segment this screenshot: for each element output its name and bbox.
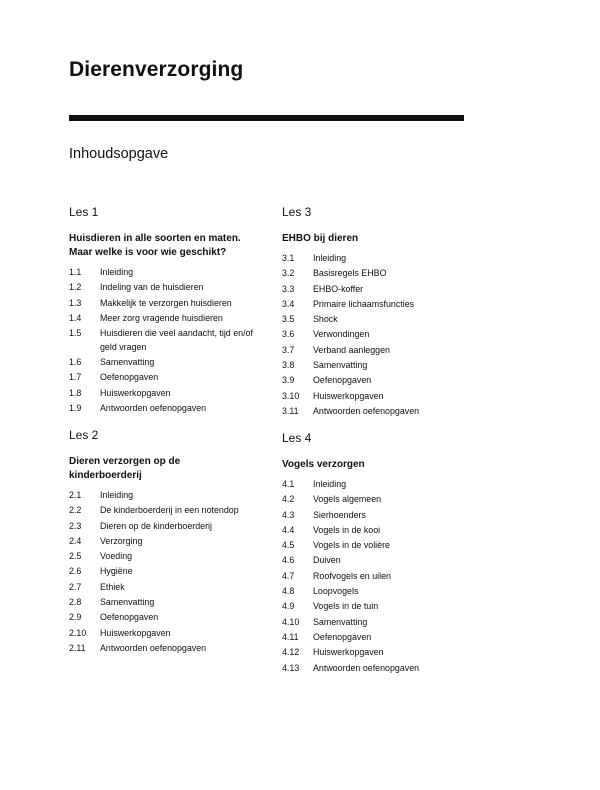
toc-item-number: 1.5	[69, 328, 82, 339]
toc-item-label: Voeding	[100, 551, 133, 562]
toc-item-label: Antwoorden oefenopgaven	[313, 405, 420, 416]
toc-item-label: Inleiding	[313, 479, 347, 489]
toc-item-number: 4.3	[282, 509, 295, 520]
toc-item-number: 3.2	[282, 268, 295, 279]
toc-item-number: 2.10	[69, 627, 87, 638]
lesson-item-list	[69, 265, 269, 416]
toc-item-label: Loopvogels	[313, 586, 359, 597]
toc-item-label: Inleiding	[100, 490, 134, 500]
title-divider	[69, 115, 464, 121]
toc-item-label: Indeling van de huisdieren	[100, 282, 204, 293]
toc-item	[282, 630, 482, 645]
toc-item	[69, 519, 269, 534]
toc-item-label: Huiswerkopgaven	[313, 647, 384, 658]
toc-item-label: Vogels in de volière	[313, 540, 390, 551]
toc-item-number: 3.1	[282, 253, 295, 263]
toc-item	[69, 370, 269, 385]
lesson-4-section	[282, 431, 482, 676]
toc-item	[282, 538, 482, 553]
toc-item-label: Sierhoenders	[313, 509, 366, 520]
toc-item-label: Oefenopgaven	[313, 375, 372, 386]
toc-item	[69, 626, 269, 641]
toc-item-number: 2.9	[69, 612, 82, 623]
toc-item	[69, 401, 269, 416]
toc-item	[282, 584, 482, 599]
toc-item-label: Inleiding	[313, 253, 347, 263]
toc-item	[69, 534, 269, 549]
toc-item-label: Hygiëne	[100, 566, 133, 577]
toc-item-label: Samenvatting	[313, 360, 368, 371]
toc-item-number: 2.4	[69, 535, 82, 546]
toc-item-label: EHBO-koffer	[313, 283, 364, 294]
toc-item	[282, 389, 482, 404]
toc-item-label: Samenvatting	[313, 616, 368, 627]
toc-item-number: 3.7	[282, 344, 295, 355]
toc-item-label: Oefenopgaven	[100, 612, 159, 623]
toc-item-number: 1.8	[69, 387, 82, 398]
toc-item-label: Duiven	[313, 555, 341, 566]
page-title: Dierenverzorging	[69, 58, 244, 81]
toc-item-label: Primaire lichaamsfuncties	[313, 298, 415, 309]
toc-item-number: 3.4	[282, 298, 295, 309]
toc-item	[282, 523, 482, 538]
toc-item-label: Antwoorden oefenopgaven	[100, 642, 207, 653]
toc-item	[282, 553, 482, 568]
toc-item-number: 4.8	[282, 586, 295, 597]
lesson-title: Les 4	[282, 431, 312, 445]
toc-item-number: 2.5	[69, 551, 82, 562]
toc-item-number: 4.4	[282, 524, 295, 535]
toc-item	[282, 251, 482, 266]
toc-item-label: Verzorging	[100, 535, 143, 546]
toc-item	[69, 280, 269, 295]
toc-item	[282, 599, 482, 614]
toc-item	[282, 327, 482, 342]
toc-item	[282, 266, 482, 281]
toc-item-label: Inleiding	[100, 267, 134, 277]
toc-item-label: De kinderboerderij in een notendop	[100, 505, 239, 516]
toc-item	[282, 282, 482, 297]
toc-item	[282, 312, 482, 327]
toc-item-number: 3.9	[282, 375, 295, 386]
toc-item	[69, 265, 269, 280]
toc-item	[282, 661, 482, 676]
toc-item-label: Vogels in de kooi	[313, 524, 381, 535]
toc-item-number: 4.12	[282, 647, 300, 658]
toc-item-number: 3.11	[282, 405, 299, 416]
toc-item-number: 3.5	[282, 314, 295, 325]
lesson-2-section	[69, 428, 269, 656]
toc-item-label: Meer zorg vragende huisdieren	[100, 312, 223, 323]
toc-item-label: Verwondingen	[313, 329, 370, 340]
toc-item-number: 3.6	[282, 329, 295, 340]
lesson-title: Les 3	[282, 205, 312, 219]
toc-item	[69, 296, 269, 311]
toc-item-number: 1.4	[69, 312, 82, 323]
toc-item	[69, 386, 269, 401]
toc-item-label: Vogels algemeen	[313, 494, 382, 505]
lesson-subtitle: EHBO bij dieren	[282, 233, 359, 244]
toc-item-label: Huisdieren die veel aandacht, tijd en/of geld vragen	[100, 328, 253, 352]
toc-item-number: 4.2	[282, 494, 295, 505]
toc-item-label: Ethiek	[100, 581, 125, 592]
toc-item-number: 1.2	[69, 282, 82, 293]
lesson-subtitle: Huisdieren in alle soorten en maten. Maar welke is voor wie geschikt?	[69, 233, 241, 258]
toc-item-number: 1.9	[69, 403, 82, 414]
toc-item	[69, 610, 269, 625]
toc-item	[282, 492, 482, 507]
lesson-1-section	[69, 205, 269, 416]
toc-item-label: Vogels in de tuin	[313, 601, 379, 612]
toc-item-number: 3.8	[282, 360, 295, 371]
toc-item-label: Makkelijk te verzorgen huisdieren	[100, 297, 232, 308]
toc-item-number: 4.5	[282, 540, 295, 551]
lesson-subtitle: Dieren verzorgen op de kinderboerderij	[69, 456, 181, 481]
toc-item-number: 4.1	[282, 479, 295, 489]
toc-item	[282, 343, 482, 358]
toc-item-number: 2.1	[69, 490, 82, 500]
toc-item-number: 4.9	[282, 601, 295, 612]
toc-item-number: 2.7	[69, 581, 82, 592]
toc-item-label: Antwoorden oefenopgaven	[313, 662, 420, 673]
toc-item	[69, 311, 269, 326]
toc-item	[69, 580, 269, 595]
toc-item	[282, 358, 482, 373]
toc-item-number: 2.3	[69, 520, 82, 531]
toc-item-number: 4.7	[282, 570, 295, 581]
toc-item	[69, 503, 269, 518]
toc-item-label: Samenvatting	[100, 597, 155, 608]
lesson-3-section	[282, 205, 482, 419]
toc-item-number: 4.11	[282, 631, 299, 642]
lesson-item-list	[282, 251, 482, 419]
toc-item-label: Verband aanleggen	[313, 344, 390, 355]
lesson-item-list	[282, 477, 482, 676]
toc-item-label: Dieren op de kinderboerderij	[100, 520, 212, 531]
toc-item-number: 2.2	[69, 505, 82, 516]
toc-item-label: Huiswerkopgaven	[100, 627, 171, 638]
toc-item-number: 2.11	[69, 642, 86, 653]
toc-item-number: 4.10	[282, 616, 300, 627]
toc-item	[282, 477, 482, 492]
toc-item-number: 2.6	[69, 566, 82, 577]
toc-item	[69, 326, 269, 355]
toc-item	[282, 404, 482, 419]
toc-item	[282, 373, 482, 388]
toc-item-number: 4.6	[282, 555, 295, 566]
toc-item	[282, 645, 482, 660]
toc-item	[69, 564, 269, 579]
toc-item-label: Roofvogels en uilen	[313, 570, 391, 581]
toc-item	[69, 488, 269, 503]
toc-item-label: Antwoorden oefenopgaven	[100, 403, 207, 414]
toc-item-number: 2.8	[69, 597, 82, 608]
toc-item-label: Shock	[313, 314, 338, 325]
toc-item-number: 3.3	[282, 283, 295, 294]
toc-item-label: Huiswerkopgaven	[313, 390, 384, 401]
toc-item-label: Huiswerkopgaven	[100, 387, 171, 398]
toc-item	[282, 569, 482, 584]
toc-item-number: 1.6	[69, 357, 82, 368]
toc-item-label: Oefenopgaven	[100, 372, 159, 383]
toc-item	[69, 549, 269, 564]
toc-item	[69, 641, 269, 656]
toc-item	[69, 595, 269, 610]
toc-item	[282, 297, 482, 312]
toc-item-label: Oefenopgaven	[313, 631, 372, 642]
toc-item	[282, 615, 482, 630]
lesson-title: Les 2	[69, 428, 99, 442]
toc-item-number: 1.1	[69, 267, 82, 277]
toc-item-number: 1.3	[69, 297, 82, 308]
lesson-title: Les 1	[69, 205, 99, 219]
toc-item-label: Basisregels EHBO	[313, 268, 387, 279]
toc-item-number: 3.10	[282, 390, 300, 401]
toc-item	[69, 355, 269, 370]
lesson-subtitle: Vogels verzorgen	[282, 459, 365, 470]
lesson-item-list	[69, 488, 269, 656]
toc-item-label: Samenvatting	[100, 357, 155, 368]
toc-heading: Inhoudsopgave	[69, 146, 169, 162]
toc-item-number: 4.13	[282, 662, 300, 673]
toc-item-number: 1.7	[69, 372, 82, 383]
toc-item	[282, 508, 482, 523]
